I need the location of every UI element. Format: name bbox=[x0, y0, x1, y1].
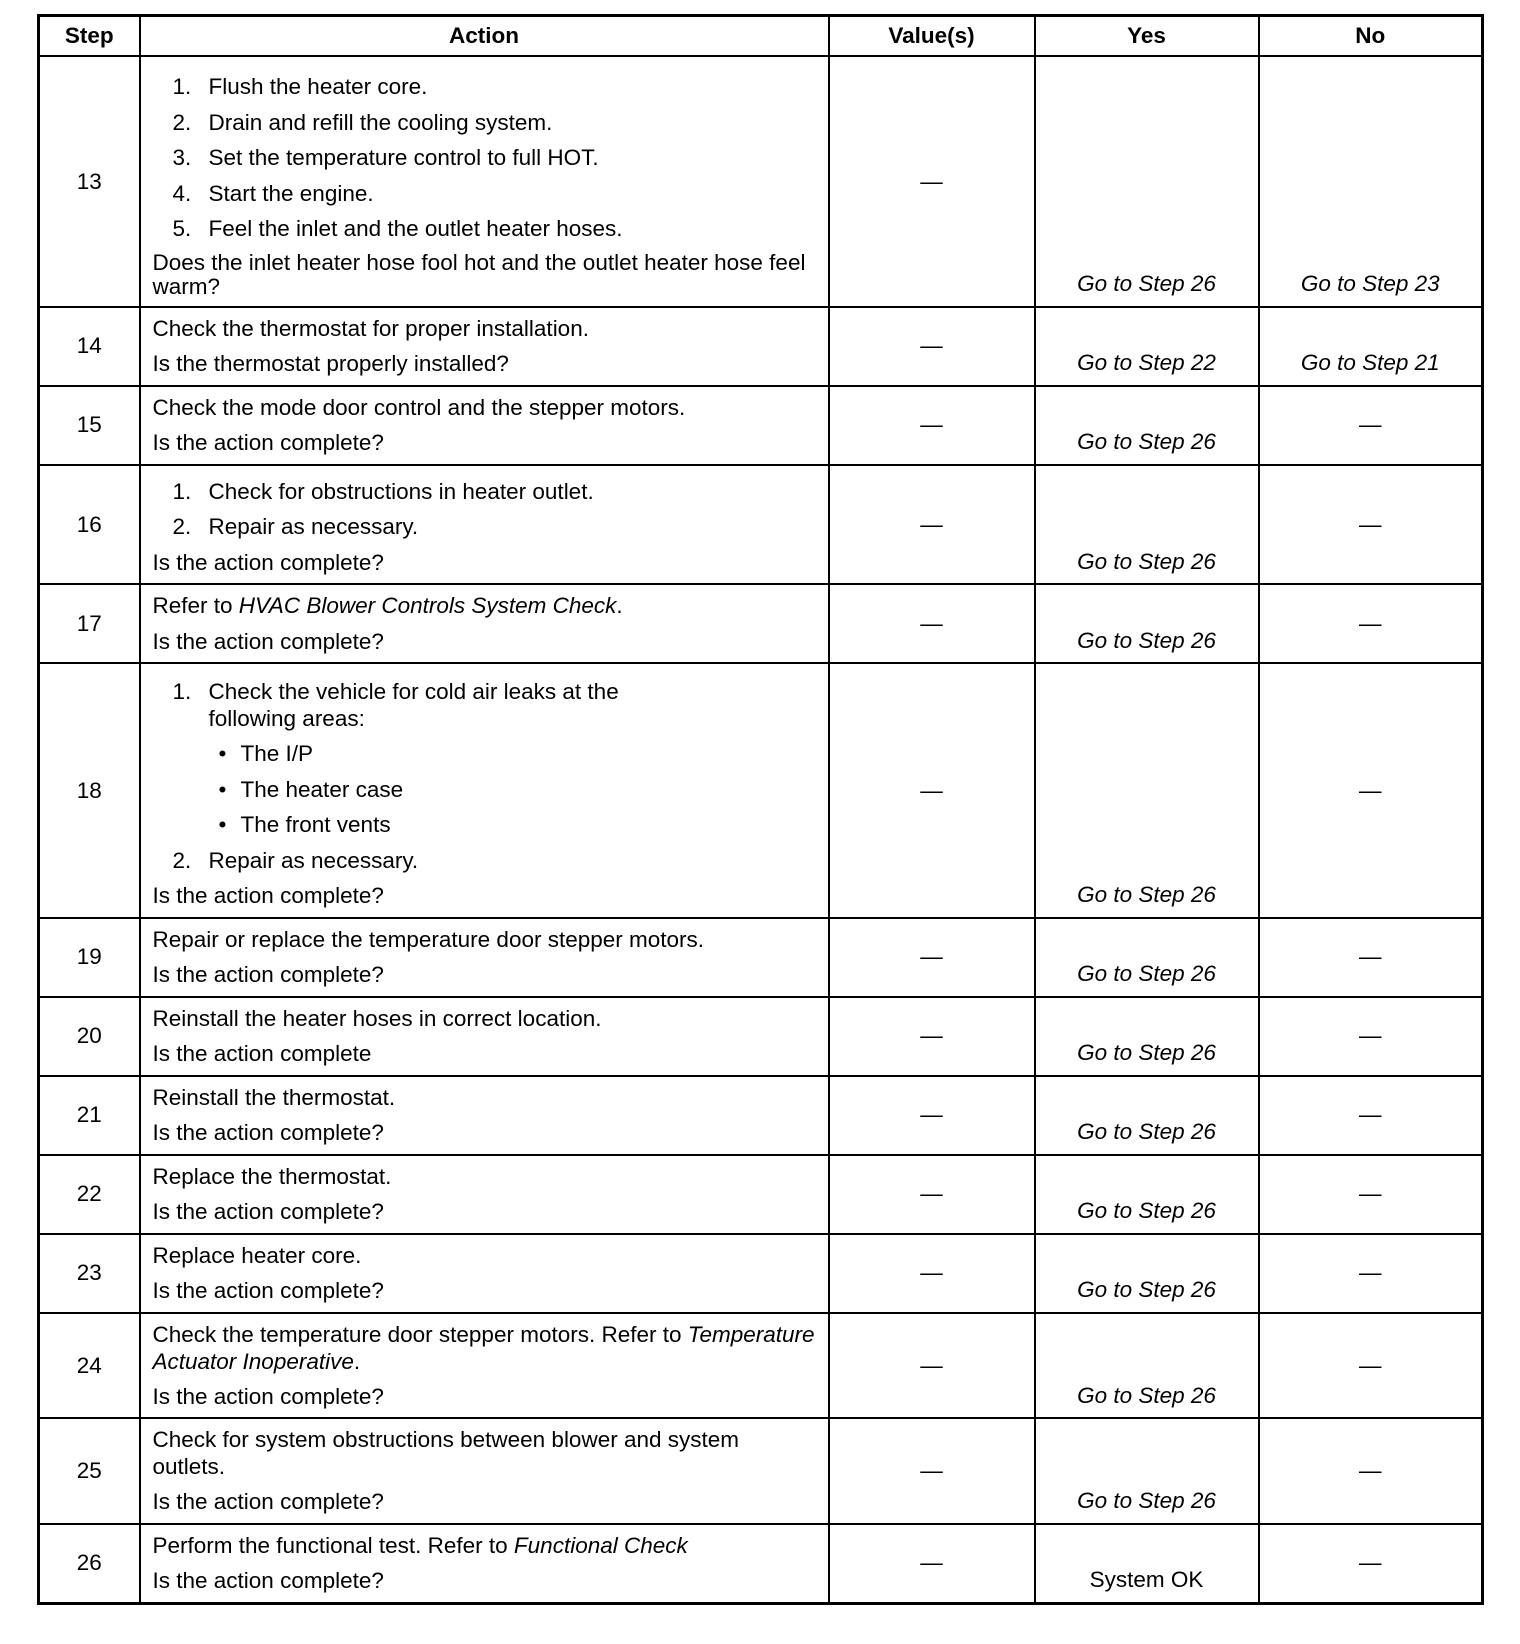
value-cell: — bbox=[829, 1418, 1035, 1524]
question-text: Is the action complete? bbox=[152, 628, 384, 654]
action-cell bbox=[140, 1313, 829, 1419]
step-number: 23 bbox=[39, 1234, 140, 1313]
list-item: 2. Repair as necessary. bbox=[172, 514, 419, 539]
action-text: Check the mode door control and the stepper motors. bbox=[152, 394, 686, 420]
table-row bbox=[39, 1524, 1483, 1604]
question-text: Is the action complete? bbox=[152, 1568, 384, 1593]
no-cell: — bbox=[1259, 663, 1483, 918]
value-cell: — bbox=[829, 997, 1035, 1076]
bullet-item: • The I/P bbox=[218, 741, 314, 766]
list-item: 1. Check the vehicle for cold air leaks at the following areas: bbox=[172, 679, 619, 731]
question-text: Is the thermostat properly installed? bbox=[152, 351, 509, 376]
yes-cell: Go to Step 26 bbox=[1035, 1313, 1259, 1419]
yes-cell: Go to Step 22 bbox=[1035, 307, 1259, 386]
question-text: Is the action complete bbox=[152, 1041, 372, 1066]
value-cell: — bbox=[829, 1313, 1035, 1419]
no-cell: — bbox=[1259, 584, 1483, 663]
reference-link: Temperature Actuator Inoperative bbox=[152, 1321, 815, 1374]
question-text: Is the action complete? bbox=[152, 962, 384, 987]
step-number: 22 bbox=[39, 1155, 140, 1234]
list-item: 5. Feel the inlet and the outlet heater hoses. bbox=[172, 216, 623, 241]
action-cell bbox=[140, 56, 829, 307]
list-item: 1. Flush the heater core. bbox=[172, 74, 428, 99]
table-row bbox=[39, 307, 1483, 386]
no-cell: Go to Step 21 bbox=[1259, 307, 1483, 386]
question-text: Is the action complete? bbox=[152, 1120, 384, 1145]
value-cell: — bbox=[829, 465, 1035, 585]
table-row bbox=[39, 918, 1483, 997]
action-text: Reinstall the thermostat. bbox=[152, 1084, 396, 1110]
yes-cell: Go to Step 26 bbox=[1035, 1155, 1259, 1234]
action-cell bbox=[140, 584, 829, 663]
action-cell bbox=[140, 386, 829, 465]
step-number: 19 bbox=[39, 918, 140, 997]
action-text: Check for system obstructions between blower and system outlets. bbox=[152, 1427, 740, 1479]
question-text: Does the inlet heater hose fool hot and the outlet heater hose feel warm? bbox=[152, 249, 806, 299]
header-step: Step bbox=[39, 16, 140, 57]
list-item: 1. Check for obstructions in heater outlet. bbox=[172, 478, 594, 504]
question-text: Is the action complete? bbox=[152, 1383, 384, 1409]
step-number: 13 bbox=[39, 56, 140, 307]
value-cell: — bbox=[829, 386, 1035, 465]
list-item: 2. Drain and refill the cooling system. bbox=[172, 109, 553, 135]
action-cell bbox=[140, 918, 829, 997]
step-number: 18 bbox=[39, 663, 140, 918]
question-text: Is the action complete? bbox=[152, 1489, 384, 1514]
value-cell: — bbox=[829, 1076, 1035, 1155]
step-number: 17 bbox=[39, 584, 140, 663]
yes-cell: Go to Step 26 bbox=[1035, 465, 1259, 585]
step-number: 21 bbox=[39, 1076, 140, 1155]
value-cell: — bbox=[829, 1155, 1035, 1234]
action-cell bbox=[140, 663, 829, 918]
action-cell bbox=[140, 1076, 829, 1155]
action-text: Replace the thermostat. bbox=[152, 1163, 392, 1189]
bullet-item: • The heater case bbox=[218, 776, 404, 802]
yes-cell: Go to Step 26 bbox=[1035, 386, 1259, 465]
bullet-item: • The front vents bbox=[218, 812, 391, 837]
yes-cell: System OK bbox=[1035, 1524, 1259, 1604]
question-text: Is the action complete? bbox=[152, 1199, 384, 1224]
value-cell: — bbox=[829, 56, 1035, 307]
value-cell: — bbox=[829, 584, 1035, 663]
step-number: 24 bbox=[39, 1313, 140, 1419]
no-cell: — bbox=[1259, 386, 1483, 465]
value-cell: — bbox=[829, 918, 1035, 997]
table-row bbox=[39, 1234, 1483, 1313]
list-item: 2. Repair as necessary. bbox=[172, 847, 419, 873]
table-row bbox=[39, 663, 1483, 918]
step-number: 16 bbox=[39, 465, 140, 585]
header-values: Value(s) bbox=[829, 16, 1035, 57]
table-row bbox=[39, 997, 1483, 1076]
action-text: Reinstall the heater hoses in correct location. bbox=[152, 1005, 602, 1031]
no-cell: — bbox=[1259, 1234, 1483, 1313]
question-text: Is the action complete? bbox=[152, 430, 384, 455]
table-row bbox=[39, 1313, 1483, 1419]
yes-cell: Go to Step 26 bbox=[1035, 56, 1259, 307]
no-cell: — bbox=[1259, 997, 1483, 1076]
table-row bbox=[39, 465, 1483, 585]
step-number: 15 bbox=[39, 386, 140, 465]
action-cell bbox=[140, 1418, 829, 1524]
action-cell bbox=[140, 1155, 829, 1234]
table-row bbox=[39, 1076, 1483, 1155]
value-cell: — bbox=[829, 1524, 1035, 1604]
table-row bbox=[39, 1155, 1483, 1234]
table-row bbox=[39, 584, 1483, 663]
action-text: Check the thermostat for proper installation. bbox=[152, 315, 589, 341]
action-text: Check the temperature door stepper motors. Refer to Temperature Actuator Inoperative. bbox=[152, 1321, 815, 1374]
question-text: Is the action complete? bbox=[152, 1278, 384, 1303]
yes-cell: Go to Step 26 bbox=[1035, 997, 1259, 1076]
step-number: 14 bbox=[39, 307, 140, 386]
no-cell: — bbox=[1259, 1524, 1483, 1604]
diagnostic-table bbox=[37, 14, 1484, 1605]
table-row bbox=[39, 386, 1483, 465]
action-text: Repair or replace the temperature door stepper motors. bbox=[152, 926, 705, 952]
question-text: Is the action complete? bbox=[152, 549, 384, 575]
step-number: 20 bbox=[39, 997, 140, 1076]
reference-link: Functional Check bbox=[513, 1532, 688, 1558]
step-number: 26 bbox=[39, 1524, 140, 1604]
no-cell: — bbox=[1259, 1418, 1483, 1524]
header-yes: Yes bbox=[1035, 16, 1259, 57]
action-cell bbox=[140, 1234, 829, 1313]
action-cell bbox=[140, 307, 829, 386]
yes-cell: Go to Step 26 bbox=[1035, 1234, 1259, 1313]
header-action: Action bbox=[140, 16, 829, 57]
no-cell: — bbox=[1259, 1076, 1483, 1155]
yes-cell: Go to Step 26 bbox=[1035, 1076, 1259, 1155]
action-text: Perform the functional test. Refer to Functional Check bbox=[152, 1532, 688, 1558]
yes-cell: Go to Step 26 bbox=[1035, 1418, 1259, 1524]
no-cell: — bbox=[1259, 918, 1483, 997]
action-cell bbox=[140, 465, 829, 585]
value-cell: — bbox=[829, 663, 1035, 918]
yes-cell: Go to Step 26 bbox=[1035, 918, 1259, 997]
no-cell: — bbox=[1259, 465, 1483, 585]
action-text: Replace heater core. bbox=[152, 1242, 362, 1268]
header-no: No bbox=[1259, 16, 1483, 57]
list-item: 3. Set the temperature control to full HOT. bbox=[172, 145, 599, 170]
table-row bbox=[39, 1418, 1483, 1524]
value-cell: — bbox=[829, 307, 1035, 386]
question-text: Is the action complete? bbox=[152, 883, 384, 908]
yes-cell: Go to Step 26 bbox=[1035, 663, 1259, 918]
no-cell: — bbox=[1259, 1313, 1483, 1419]
action-cell bbox=[140, 997, 829, 1076]
value-cell: — bbox=[829, 1234, 1035, 1313]
action-text: Refer to HVAC Blower Controls System Check. bbox=[152, 593, 623, 618]
step-number: 25 bbox=[39, 1418, 140, 1524]
reference-link: HVAC Blower Controls System Check bbox=[238, 593, 617, 618]
table-row bbox=[39, 56, 1483, 307]
no-cell: Go to Step 23 bbox=[1259, 56, 1483, 307]
no-cell: — bbox=[1259, 1155, 1483, 1234]
header-row bbox=[39, 16, 1483, 57]
yes-cell: Go to Step 26 bbox=[1035, 584, 1259, 663]
action-cell bbox=[140, 1524, 829, 1604]
list-item: 4. Start the engine. bbox=[172, 180, 374, 206]
